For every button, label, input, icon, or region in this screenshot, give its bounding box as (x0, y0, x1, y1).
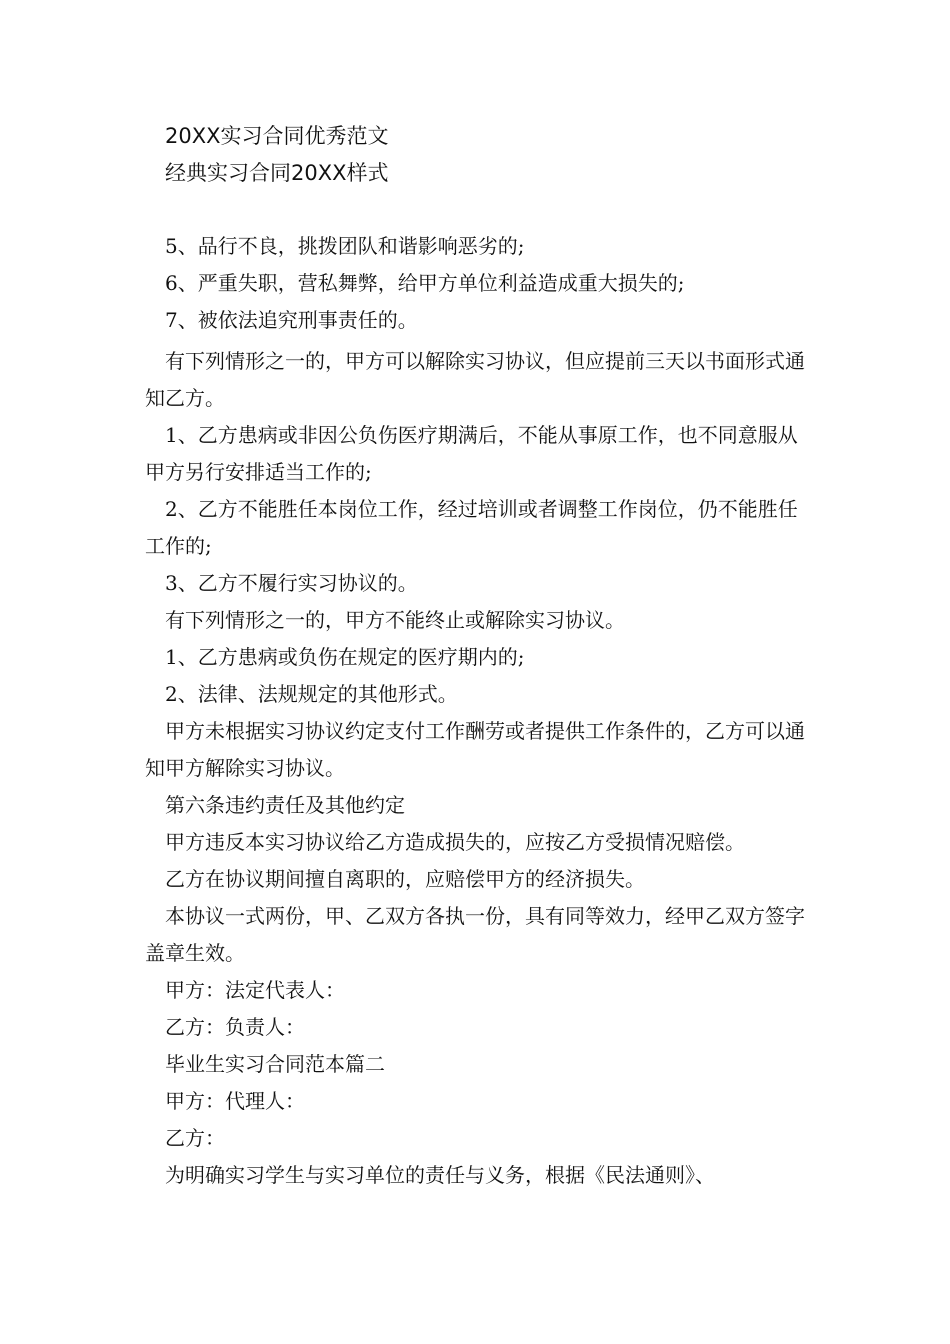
paragraph-notice-item-2: 2、乙方不能胜任本岗位工作，经过培训或者调整工作岗位，仍不能胜任工作的; (145, 497, 798, 558)
section-heading-part-2: 毕业生实习合同范本篇二 (165, 1052, 385, 1076)
paragraph-notice-item-1: 1、乙方患病或非因公负伤医疗期满后，不能从事原工作，也不同意服从甲方另行安排适当工作的; (145, 423, 798, 484)
paragraph-cannot-item-1: 1、乙方患病或负伤在规定的医疗期内的; (165, 645, 525, 669)
paragraph-item-7: 7、被依法追究刑事责任的。 (165, 308, 418, 332)
paragraph-termination-with-notice: 有下列情形之一的，甲方可以解除实习协议，但应提前三天以书面形式通知乙方。 (145, 349, 805, 410)
document-body (145, 228, 810, 1194)
paragraph-party-b-breach: 乙方在协议期间擅自离职的，应赔偿甲方的经济损失。 (165, 867, 645, 891)
signature-line-party-b: 乙方：负责人： (165, 1015, 305, 1039)
section-heading-article-6: 第六条违约责任及其他约定 (165, 793, 405, 817)
signature-line-party-a: 甲方：法定代表人： (165, 978, 345, 1002)
paragraph-copies: 本协议一式两份，甲、乙双方各执一份，具有同等效力，经甲乙双方签字盖章生效。 (145, 904, 805, 965)
party-a-line: 甲方：代理人： (165, 1089, 305, 1113)
document-header (165, 118, 389, 192)
paragraph-cannot-terminate: 有下列情形之一的，甲方不能终止或解除实习协议。 (165, 608, 625, 632)
paragraph-cannot-item-2: 2、法律、法规规定的其他形式。 (165, 682, 458, 706)
paragraph-notice-item-3: 3、乙方不履行实习协议的。 (165, 571, 418, 595)
paragraph-party-a-breach: 甲方违反本实习协议给乙方造成损失的，应按乙方受损情况赔偿。 (165, 830, 745, 854)
party-b-line: 乙方： (165, 1126, 225, 1150)
paragraph-item-5: 5、品行不良，挑拨团队和谐影响恶劣的; (165, 234, 525, 258)
paragraph-item-6: 6、严重失职，营私舞弊，给甲方单位利益造成重大损失的; (165, 271, 685, 295)
paragraph-party-b-terminate: 甲方未根据实习协议约定支付工作酬劳或者提供工作条件的，乙方可以通知甲方解除实习协议。 (145, 719, 805, 780)
document-title: 20XX实习合同优秀范文 (165, 124, 389, 148)
paragraph-preamble: 为明确实习学生与实习单位的责任与义务，根据《民法通则》、 (165, 1163, 715, 1187)
document-subtitle: 经典实习合同20XX样式 (165, 161, 389, 185)
